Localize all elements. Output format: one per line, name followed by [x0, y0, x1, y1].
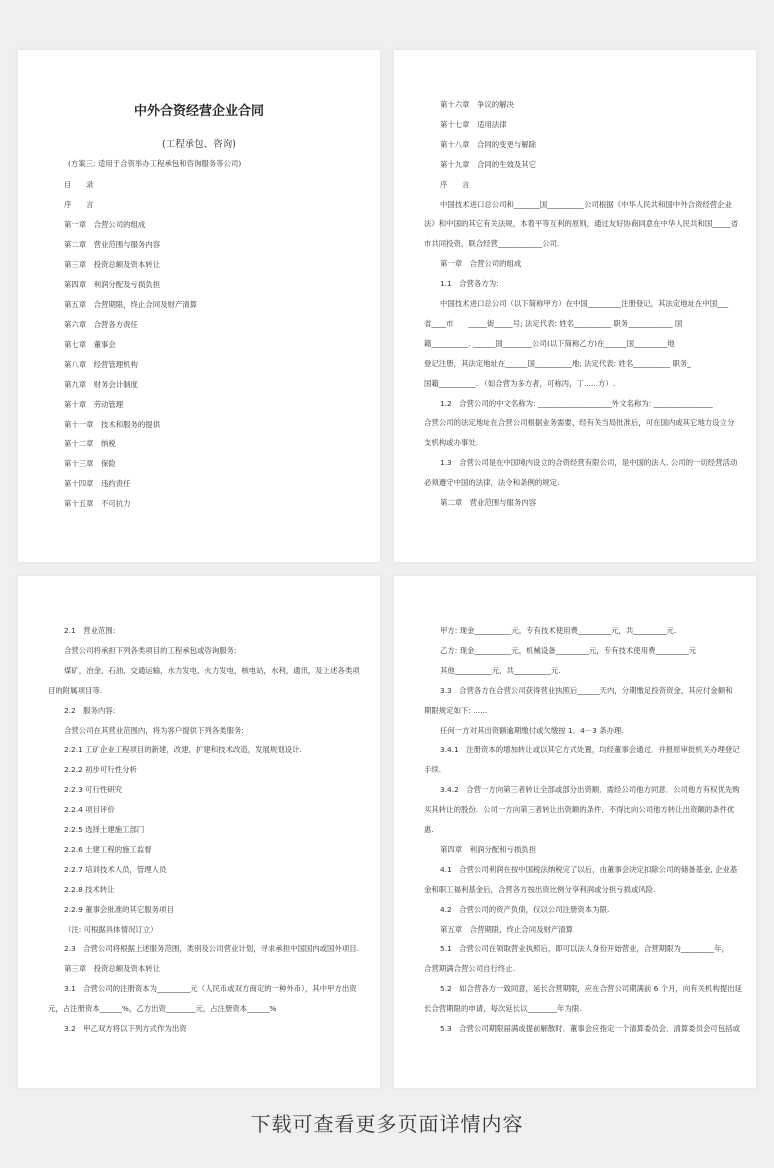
toc-item: 第一章 合营公司的组成 — [64, 220, 146, 229]
body-line: 第三章 投资总额及资本转让 — [64, 964, 161, 974]
body-line: 3.3 合营各方在合营公司获得营业执照后______天内，分期缴足投资资金，其应付金额和 — [440, 685, 733, 695]
body-line: 2.2.4 项目评价 — [64, 805, 115, 815]
toc-preface: 序 言 — [64, 200, 94, 209]
body-line: 第十九章 合同的生效及其它 — [440, 159, 537, 169]
body-line: 合营公司将承担下列各类项目的工程承包或咨询服务: — [64, 645, 237, 655]
body-line: 手续. — [424, 765, 442, 775]
document-page-4 — [394, 576, 756, 1088]
body-line: 1.1 合营各方为: — [440, 279, 499, 289]
body-line: 合营公司在其营业范围内，将为客户提供下列各类服务: — [64, 725, 244, 735]
body-line: 2.2.7 培训技术人员，管理人员 — [64, 864, 167, 874]
body-line: 乙方: 现金__________元，机械设备_________元，专有技术使用费_________元 — [440, 645, 697, 655]
body-line: 市共同投资，联合经营____________公司. — [424, 239, 560, 249]
body-line: 2.2.9 董事会批准的其它服务项目 — [64, 904, 174, 914]
body-line: 2.2.8 技术转让 — [64, 884, 115, 894]
body-line: 第十八章 合同的变更与解除 — [440, 139, 537, 149]
contract-subtitle: (工程承包、咨询) — [162, 139, 236, 150]
body-line: 第四章 利润分配和亏损负担 — [440, 844, 537, 854]
toc-item: 第五章 合营期限，终止合同及财产清算 — [64, 299, 198, 309]
body-line: 必须遵守中国的法律，法令和条例的规定. — [424, 478, 560, 488]
toc-item: 第八章 经营管理机构 — [64, 359, 138, 369]
body-line: 中国技术进口总公司和_______国__________公司根据《中华人民共和国中外合资经营企业 — [440, 199, 732, 209]
body-line: 省____市 _____街_____号; 法定代表: 姓名__________ 职务____________ 国 — [424, 318, 683, 328]
body-line: 3.4.2 合营一方向第三者转让全部或部分出资额．需经公司他方同意．公司他方有权优先购 — [440, 785, 740, 795]
body-line: 国籍__________. （如合营为多方者，可称丙，丁......方）. — [424, 378, 616, 388]
body-line: 3.2 甲乙双方将以下列方式作为出资 — [64, 1024, 187, 1033]
toc-item: 第七章 董事会 — [64, 339, 116, 349]
toc-heading: 目 录 — [64, 180, 94, 189]
body-line: 2.2.5 选择土建施工部门 — [64, 825, 145, 834]
body-line: 煤矿，冶金，石油，交通运输，水力发电，火力发电，核电站，水利，通讯，及上述各类项 — [64, 665, 360, 675]
toc-item: 第十章 劳动管理 — [64, 399, 124, 409]
toc-item: 第二章 营业范围与服务内容 — [64, 239, 161, 249]
body-line: 合营期满合营公司自行终止. — [424, 964, 516, 974]
contract-title: 中外合资经营企业合同 — [133, 104, 264, 119]
body-line: 1.2 合营公司的中文名称为: ____________________外文名称为: ________________ — [440, 398, 713, 408]
body-line: 2.2.6 土建工程的施工监督 — [64, 844, 152, 854]
body-line: 5.2 如合营各方一致同意，延长合营期限，应在合营公司期满前 6 个月，向有关机构提出延 — [440, 984, 743, 994]
body-line: 登记注册，其法定地址在______国__________地; 法定代表: 姓名__________ 职务_ — [424, 358, 692, 368]
body-line: 甲方: 现金__________元，专有技术使用费_________元，共_________元. — [440, 626, 677, 635]
body-line: 长合营期限的申请，每次延长以________年为限. — [424, 1004, 582, 1014]
body-line: 任何一方对其出资额逾期缴付或欠缴按 1．4－3 条办理. — [440, 725, 624, 735]
body-line: 合营公司的法定地址在合营公司根据业务需要，经有关当局批准后，可在国内或其它地方设立分 — [424, 418, 735, 428]
toc-item: 第三章 投资总额及资本转让 — [64, 259, 161, 269]
body-line: 2.2.3 可行性研究 — [64, 785, 123, 795]
body-line: 中国技术进口总公司（以下简称甲方）在中国_________注册登记，其法定地址在中国___ — [440, 299, 729, 308]
toc-item: 第十一章 技术和服务的提供 — [64, 419, 161, 429]
body-line: 2.2.2 初步可行性分析 — [64, 765, 137, 775]
document-page-3 — [18, 576, 380, 1088]
body-line: 第一章 合营公司的组成 — [440, 259, 522, 269]
body-line: 3.1 合营公司的注册资本为_________元（人民币或双方商定的一种外币），其中甲方出资 — [64, 984, 357, 994]
body-line: 2.3 合营公司将根据上述服务范围，类别及公司营业计划，寻求承担中国国内或国外项目. — [64, 944, 359, 954]
body-line: 其他__________元，共__________元. — [440, 665, 561, 675]
body-line: 2.2 服务内容: — [64, 705, 116, 715]
body-line: （注: 可根据具体情况订立） — [64, 924, 158, 934]
toc-item: 第六章 合营各方责任 — [64, 319, 138, 329]
toc-item: 第十四章 违约责任 — [64, 479, 131, 489]
body-line: 期限规定如下: ...... — [424, 705, 488, 715]
toc-item: 第四章 利润分配及亏损负担 — [64, 279, 161, 289]
toc-item: 第九章 财务会计制度 — [64, 379, 138, 389]
body-line: 惠. — [424, 825, 434, 834]
toc-item: 第十二章 纳税 — [64, 439, 116, 449]
body-line: 第二章 营业范围与服务内容 — [440, 498, 537, 507]
body-line: 第十六章 争议的解决 — [440, 100, 514, 109]
body-line: 2.1 营业范围: — [64, 626, 116, 635]
body-line: 金和职工福利基金后，合营各方按出资比例分享利润或分担亏损或风险. — [424, 884, 656, 894]
body-line: 5.3 合营公司期限届满或提前解散时．董事会应指定一个清算委员会．清算委员会可包括或 — [440, 1024, 740, 1033]
body-line: 4.1 合营公司利润在按中国税法纳税完了以后，由董事会决定扣除公司的储备基金, 企业基 — [440, 864, 738, 874]
body-line: 4.2 合营公司的资产负债，仅以公司注册资本为限. — [440, 904, 610, 914]
body-line: 5.1 合营公司在领取营业执照后，即可以法人身份开始营业，合营期限为_________年， — [440, 944, 729, 954]
download-more-banner[interactable]: 下载可查看更多页面详情内容 — [250, 1112, 524, 1136]
document-page-2 — [394, 50, 756, 562]
body-line: 2.2.1 工矿企业工程项目的新建，改建，扩建和技术改造，发展规划设计. — [64, 745, 302, 755]
body-line: 3.4.1 注册资本的增加转让或以其它方式处置，均经董事会通过．并报原审批机关办理登记 — [440, 745, 740, 755]
body-line: 籍__________. ______国________公司(以下简称乙方)在______国_________地 — [424, 338, 675, 348]
toc-item: 第十三章 保险 — [64, 459, 116, 469]
body-line: 支机构或办事处. — [424, 438, 479, 448]
body-line: 目的附属项目等. — [48, 685, 103, 695]
body-line: 第十七章 适用法律 — [440, 119, 507, 129]
body-line: 1.3 合营公司是在中国境内设立的合资经营有限公司，是中国的法人. 公司的一切经营活动 — [440, 458, 738, 468]
body-line: 元，占注册资本______%，乙方出资________元，占注册资本______% — [48, 1004, 277, 1014]
body-line: 序 言 — [440, 179, 470, 189]
body-line: 法》和中国的其它有关法规，本着平等互利的原则，通过友好协商同意在中华人民共和国_____省 — [424, 219, 739, 229]
body-line: 买其转让的股份．公司一方向第三者转让出资额的条件．不得比向公司他方转让出资额的条件优 — [424, 805, 735, 815]
document-page-1 — [18, 50, 380, 562]
scheme-note: (方案三: 适用于合资举办工程承包和咨询服务等公司) — [68, 159, 242, 168]
body-line: 第五章 合营期限，终止合同及财产清算 — [440, 924, 574, 934]
toc-item: 第十五章 不可抗力 — [64, 499, 131, 509]
